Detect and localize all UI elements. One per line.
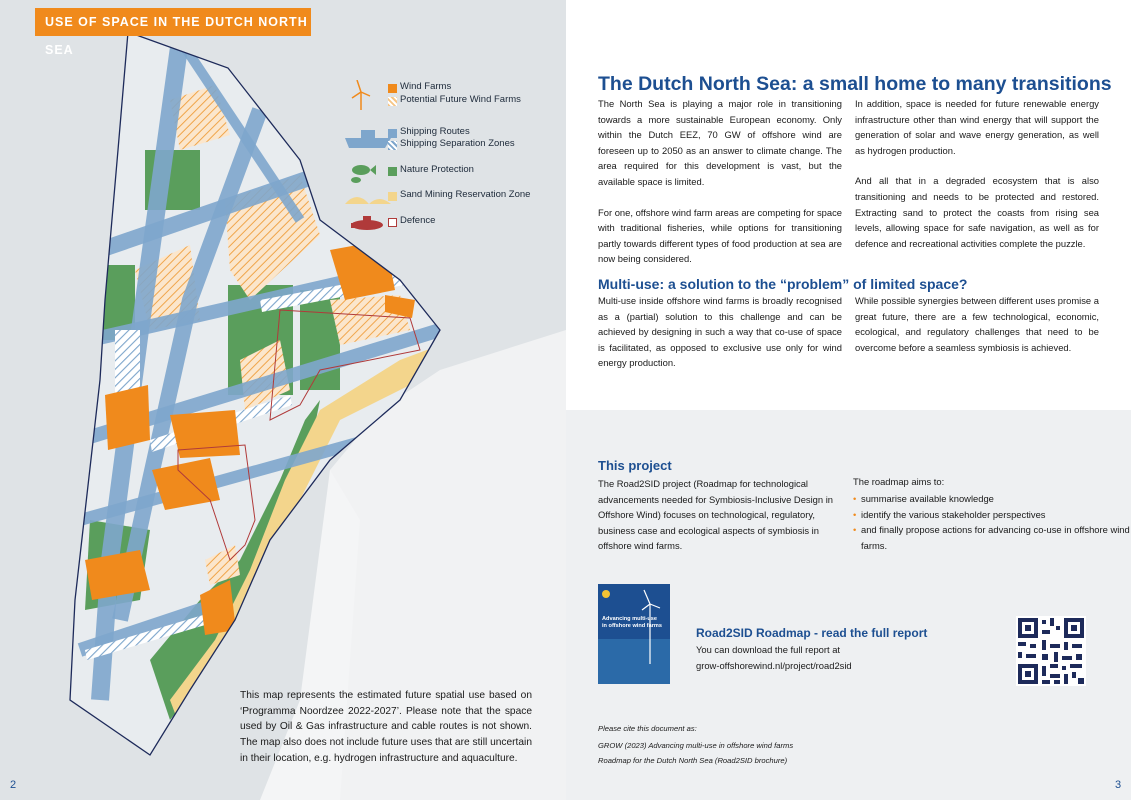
list-item: • identify the various stakeholder perspectives	[853, 507, 1131, 523]
wind-farm	[170, 410, 240, 458]
legend-label: Shipping Routes	[400, 126, 470, 137]
aims-heading: The roadmap aims to:	[853, 476, 945, 487]
legend-item-shipping	[343, 126, 563, 156]
page-title: The Dutch North Sea: a small home to many transitions	[598, 73, 1112, 95]
legend-label: Defence	[400, 215, 436, 226]
multiuse-heading: Multi-use: a solution to the “problem” of limited space?	[598, 276, 968, 292]
report-cover-thumbnail[interactable]	[598, 584, 670, 684]
legend-item-defence	[343, 209, 563, 239]
section-label: USE OF SPACE IN THE DUTCH NORTH SEA	[35, 8, 311, 36]
intro-paragraph: In addition, space is needed for future renewable energy infrastructure other than wind energy that will support the generation of solar and wave energy generation, as well as hydrogen production.	[855, 98, 1099, 156]
page-number-right: 3	[1115, 779, 1122, 791]
legend-label: Wind Farms	[400, 81, 452, 92]
defence-swatch	[388, 218, 397, 227]
citation-line: Please cite this document as:	[598, 724, 697, 733]
wind-farm	[105, 385, 150, 450]
sand-swatch	[388, 192, 397, 201]
intro-paragraph: For one, offshore wind farm areas are competing for space with traditional fisheries, while options for transitioning partly towards different types of food production at sea are now being considered.	[598, 206, 842, 265]
list-item: • and finally propose actions for advancing co-use in offshore wind farms.	[853, 522, 1131, 553]
intro-column-1	[598, 96, 842, 267]
cover-title: Advancing multi-use in offshore wind farms	[602, 616, 662, 629]
legend-label: Potential Future Wind Farms	[400, 94, 521, 105]
legend-label: Shipping Separation Zones	[400, 138, 515, 149]
shipping-separation-swatch	[388, 141, 397, 150]
shipping-route-swatch	[388, 129, 397, 138]
report-link[interactable]: grow-offshorewind.nl/project/road2sid	[696, 660, 852, 671]
nature-swatch	[388, 167, 397, 176]
citation-line: Roadmap for the Dutch North Sea (Road2SID brochure)	[598, 756, 788, 765]
intro-paragraph: The North Sea is playing a major role in transitioning towards a more sustainable European economy. Only within the Dutch EEZ, 70 GW of offshore wind are foreseen up to 2050 as an answer to climate change. The area required for this development is vast, but the available space is limited.	[598, 98, 842, 187]
intro-column-2	[855, 96, 1099, 251]
multiuse-column-1: Multi-use inside offshore wind farms is broadly recognised as a (partial) solution to this challenge and can be achieved by designing in such a way that co-use of space is facilitated, as opposed to exclusive use only for wind energy production.	[598, 295, 842, 369]
future-wind-swatch	[388, 97, 397, 106]
legend-item-wind	[343, 80, 563, 110]
project-heading: This project	[598, 458, 672, 473]
map-caption: This map represents the estimated future spatial use based on ‘Programma Noordzee 2022-2027’. Please note that the space used by Oil & Gas infrastructure and cable routes is not shown. The map also does not include future uses that are still uncertain in their location, e.g. hydrogen infrastructure and aquaculture.	[240, 690, 532, 764]
report-description: You can download the full report at	[696, 644, 841, 655]
report-heading: Road2SID Roadmap - read the full report	[696, 626, 928, 640]
cover-artwork	[598, 584, 670, 684]
ship-icon	[343, 126, 393, 156]
submarine-icon	[343, 209, 393, 239]
multiuse-column-2: While possible synergies between different uses promise a great future, there are a few technological, economic, ecological, and regulatory challenges that need to be overcome before a seamless symbiosis is achieved.	[855, 295, 1099, 353]
legend-label: Nature Protection	[400, 164, 474, 175]
project-text: The Road2SID project (Roadmap for technological advancements needed for Symbiosis-Inclusive Design in Offshore Wind) focuses on technological, regulatory, business case and ecological aspects of symbiosis in offshore wind farms.	[598, 478, 834, 552]
wind-turbine-icon	[343, 80, 393, 110]
list-item: • summarise available knowledge	[853, 491, 1131, 507]
legend-label: Sand Mining Reservation Zone	[400, 189, 531, 200]
intro-paragraph: And all that in a degraded ecosystem that is also transitioning and needs to be protected and restored. Extracting sand to protect the coasts from rising sea levels, allowing space for safe navigation, as well as for defence and recreational activities complete the puzzle.	[855, 175, 1099, 249]
wind-farm-swatch	[388, 84, 397, 93]
page-number-left: 2	[10, 779, 17, 791]
citation-line: GROW (2023) Advancing multi-use in offshore wind farms	[598, 741, 794, 750]
qr-code-icon[interactable]	[1016, 616, 1086, 686]
right-page-text	[566, 0, 1131, 800]
aims-list	[853, 491, 1131, 553]
